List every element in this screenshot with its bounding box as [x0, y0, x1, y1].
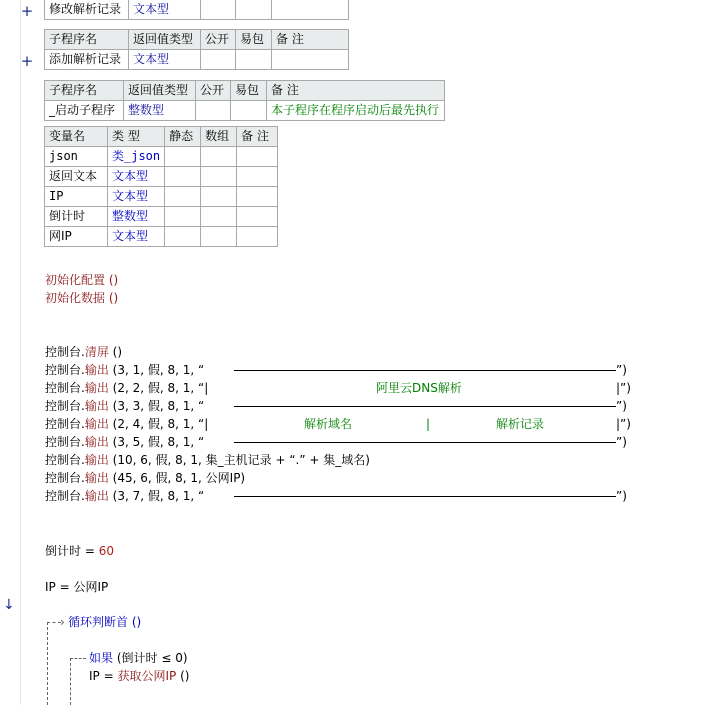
- box-border-line: [234, 406, 616, 407]
- string-close: ”): [616, 435, 627, 449]
- subroutine-table-startup: [44, 80, 445, 121]
- string-close: ”): [616, 489, 627, 503]
- header-static: 静态: [165, 127, 201, 147]
- string-close: ”): [616, 399, 627, 413]
- expand-plus-icon[interactable]: +: [20, 52, 34, 70]
- header-public: 公开: [201, 30, 236, 50]
- code-line-output-3[interactable]: 控制台.输出 (3, 3, 假, 8, 1, “: [45, 399, 205, 413]
- code-line-loop-start[interactable]: 循环判断首 (): [68, 615, 142, 629]
- string-close: |”): [616, 381, 631, 395]
- table-row: [45, 227, 278, 247]
- var-type[interactable]: 文本型: [108, 167, 165, 187]
- box-border-line: [234, 496, 616, 497]
- return-type[interactable]: 文本型: [129, 0, 201, 20]
- code-line-output-6[interactable]: 控制台.输出 (10, 6, 假, 8, 1, 集_主机记录 + “.” + 集_域名): [45, 453, 370, 467]
- header-public: 公开: [196, 81, 231, 101]
- var-name[interactable]: json: [45, 147, 108, 167]
- var-type[interactable]: 类_json: [108, 147, 165, 167]
- header-name: 子程序名: [45, 81, 124, 101]
- column-label-record: 解析记录: [496, 417, 545, 431]
- loop-arrow-icon: ›: [60, 615, 65, 629]
- column-label-domain: 解析域名: [304, 417, 353, 431]
- local-variable-table: [44, 126, 278, 247]
- console-title-text: 阿里云DNS解析: [376, 381, 462, 395]
- code-line-clear-screen[interactable]: 控制台.清屏 (): [45, 345, 123, 359]
- code-line-output-7[interactable]: 控制台.输出 (45, 6, 假, 8, 1, 公网IP): [45, 471, 246, 485]
- var-type[interactable]: 整数型: [108, 207, 165, 227]
- header-return: 返回值类型: [129, 30, 201, 50]
- expand-plus-icon[interactable]: +: [20, 2, 34, 20]
- gutter-divider: [20, 0, 21, 705]
- subroutine-name[interactable]: _启动子程序: [45, 101, 124, 121]
- subroutine-name[interactable]: 修改解析记录: [45, 0, 129, 20]
- current-line-arrow-icon: ↓: [3, 597, 15, 613]
- box-border-line: [234, 370, 616, 371]
- string-close: |”): [616, 417, 631, 431]
- table-row: [45, 147, 278, 167]
- var-name[interactable]: 网IP: [45, 227, 108, 247]
- code-line-if[interactable]: 如果 (倒计时 ≤ 0): [89, 651, 188, 665]
- if-flow-line: [70, 658, 86, 659]
- header-var-type: 类 型: [108, 127, 165, 147]
- subroutine-table-add: [44, 29, 349, 70]
- header-var-name: 变量名: [45, 127, 108, 147]
- subroutine-name[interactable]: 添加解析记录: [45, 50, 129, 70]
- header-package: 易包: [231, 81, 267, 101]
- loop-flow-line: [47, 622, 61, 623]
- var-name[interactable]: IP: [45, 187, 108, 207]
- column-separator: |: [426, 417, 431, 431]
- code-line-output-5[interactable]: 控制台.输出 (3, 5, 假, 8, 1, “: [45, 435, 205, 449]
- code-line-init-config[interactable]: 初始化配置 (): [45, 273, 119, 287]
- subroutine-note[interactable]: 本子程序在程序启动后最先执行: [267, 101, 445, 121]
- code-line-output-2[interactable]: 控制台.输出 (2, 2, 假, 8, 1, “|: [45, 381, 209, 395]
- return-type[interactable]: 文本型: [129, 50, 201, 70]
- box-border-line: [234, 442, 616, 443]
- table-row: [45, 207, 278, 227]
- loop-flow-line: [47, 622, 48, 705]
- code-line-output-8[interactable]: 控制台.输出 (3, 7, 假, 8, 1, “: [45, 489, 205, 503]
- string-close: ”): [616, 363, 627, 377]
- header-return: 返回值类型: [124, 81, 196, 101]
- code-line-output-1[interactable]: 控制台.输出 (3, 1, 假, 8, 1, “: [45, 363, 205, 377]
- header-name: 子程序名: [45, 30, 129, 50]
- table-row: [45, 167, 278, 187]
- code-line-countdown-assign[interactable]: 倒计时 = 60: [45, 544, 114, 558]
- code-line-output-4[interactable]: 控制台.输出 (2, 4, 假, 8, 1, “|: [45, 417, 209, 431]
- var-name[interactable]: 返回文本: [45, 167, 108, 187]
- header-array: 数组: [201, 127, 237, 147]
- if-flow-line: [70, 658, 71, 705]
- header-note: 备 注: [267, 81, 445, 101]
- var-type[interactable]: 文本型: [108, 187, 165, 207]
- header-var-note: 备 注: [237, 127, 278, 147]
- return-type[interactable]: 整数型: [124, 101, 196, 121]
- header-package: 易包: [236, 30, 272, 50]
- header-note: 备 注: [272, 30, 349, 50]
- subroutine-table-modify: [44, 0, 349, 20]
- table-row: [45, 187, 278, 207]
- code-line-init-data[interactable]: 初始化数据 (): [45, 291, 119, 305]
- var-name[interactable]: 倒计时: [45, 207, 108, 227]
- code-line-ip-assign[interactable]: IP = 公网IP: [45, 580, 109, 594]
- code-line-get-ip[interactable]: IP = 获取公网IP (): [89, 669, 190, 683]
- var-type[interactable]: 文本型: [108, 227, 165, 247]
